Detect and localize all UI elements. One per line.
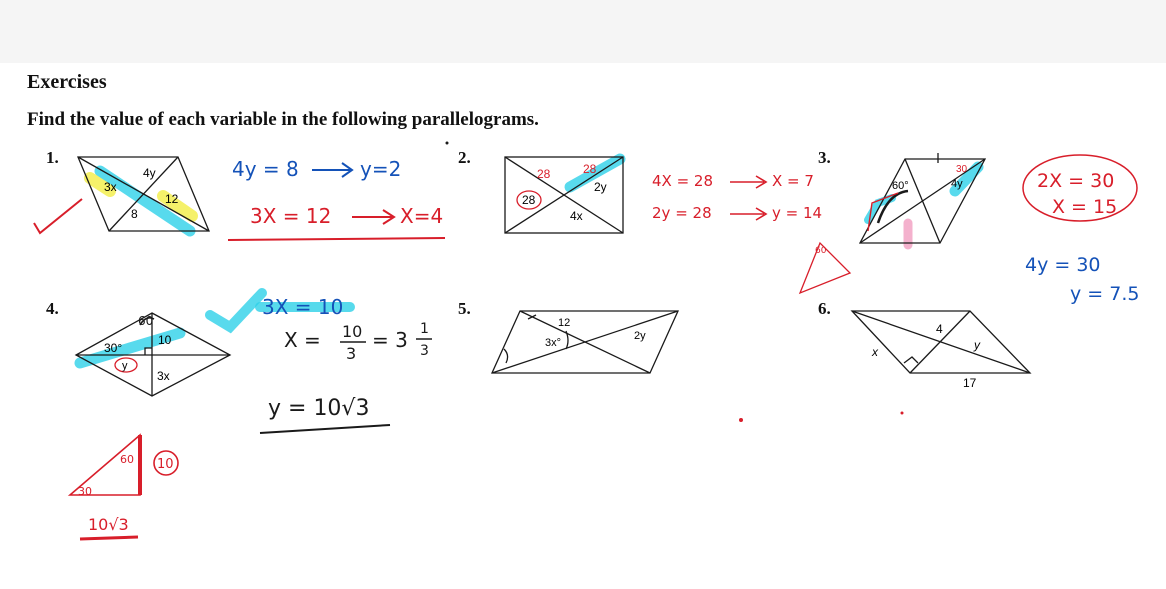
p3-label-4y: 4y [951, 178, 963, 190]
figure-5 [492, 311, 678, 373]
p4-label-10: 10 [158, 333, 172, 347]
p4-label-30: 30° [104, 341, 123, 355]
p4-tri-30: 30 [78, 485, 92, 498]
worksheet-page [0, 63, 1166, 589]
p2-label-28c: 28 [522, 193, 536, 207]
figures-and-annotations [0, 63, 1166, 589]
p1-label-4y: 4y [143, 166, 156, 180]
p4-tri-10: 10 [157, 457, 174, 472]
p2-label-2y: 2y [594, 180, 607, 194]
figure-6 [852, 311, 1030, 373]
p2-label-28b: 28 [583, 162, 597, 176]
p6-label-4: 4 [936, 322, 943, 336]
p4-work-2-num: 10 [342, 322, 363, 341]
problem-number-3: 3. [818, 148, 831, 167]
p6-label-x: x [872, 345, 878, 359]
p2-work-2b: y = 14 [772, 204, 823, 222]
p3-label-30: 30 [956, 164, 968, 175]
problem-number-1: 1. [46, 148, 59, 167]
p3-tri-label: 60 [815, 246, 827, 256]
p4-work-2-fnum: 1 [420, 321, 429, 337]
p4-work-2-den: 3 [346, 344, 357, 363]
toolbar-strip [0, 0, 1166, 63]
p4-work-2a: X = [284, 328, 321, 352]
p2-label-4x: 4x [570, 209, 583, 223]
p4-work-1: 3X = 10 [262, 295, 344, 319]
p1-label-3x: 3x [104, 180, 117, 194]
problem-number-5: 5. [458, 299, 471, 318]
instruction-text: Find the value of each variable in the following parallelograms. [27, 109, 539, 130]
p4-label-y: y [122, 360, 128, 372]
page-title: Exercises [27, 71, 107, 93]
p5-label-3x: 3x° [545, 337, 562, 349]
p2-work-1b: X = 7 [772, 172, 814, 190]
p6-label-y: y [974, 338, 980, 352]
p4-tri-bottom: 10√3 [88, 515, 129, 534]
p4-work-2-whole: = 3 [372, 328, 408, 352]
p1-work-1a: 4y = 8 [232, 157, 299, 181]
p4-label-3x: 3x [157, 369, 170, 383]
p6-label-17: 17 [963, 376, 977, 390]
p4-work-3: y = 10√3 [268, 396, 370, 421]
problem-number-4: 4. [46, 299, 59, 318]
p4-work-2-fden: 3 [420, 343, 429, 359]
p5-label-12: 12 [558, 317, 571, 329]
p4-label-60-hand: 60 [138, 314, 154, 328]
p3-work-line1: 4y = 30 [1025, 254, 1101, 276]
p2-work-2: 2y = 28 [652, 204, 712, 222]
p2-work-1: 4X = 28 [652, 172, 714, 190]
checkmark-4 [210, 293, 262, 327]
problem-number-2: 2. [458, 148, 471, 167]
problem-number-6: 6. [818, 299, 831, 318]
p1-label-12: 12 [165, 192, 179, 206]
p3-label-60: 60° [892, 180, 909, 192]
p4-tri-60: 60 [120, 453, 134, 466]
p2-label-28a: 28 [537, 167, 551, 181]
checkmark-1 [34, 199, 82, 233]
p1-label-8: 8 [131, 207, 138, 221]
p3-work-line2: y = 7.5 [1070, 283, 1140, 305]
p3-work-circ1: 2X = 30 [1037, 170, 1115, 192]
p1-work-1b: y=2 [360, 157, 402, 181]
p5-label-2y: 2y [634, 330, 646, 342]
p1-work-2a: 3X = 12 [250, 204, 332, 228]
p1-work-2b: X=4 [400, 204, 444, 228]
p3-work-circ2: X = 15 [1052, 196, 1118, 218]
